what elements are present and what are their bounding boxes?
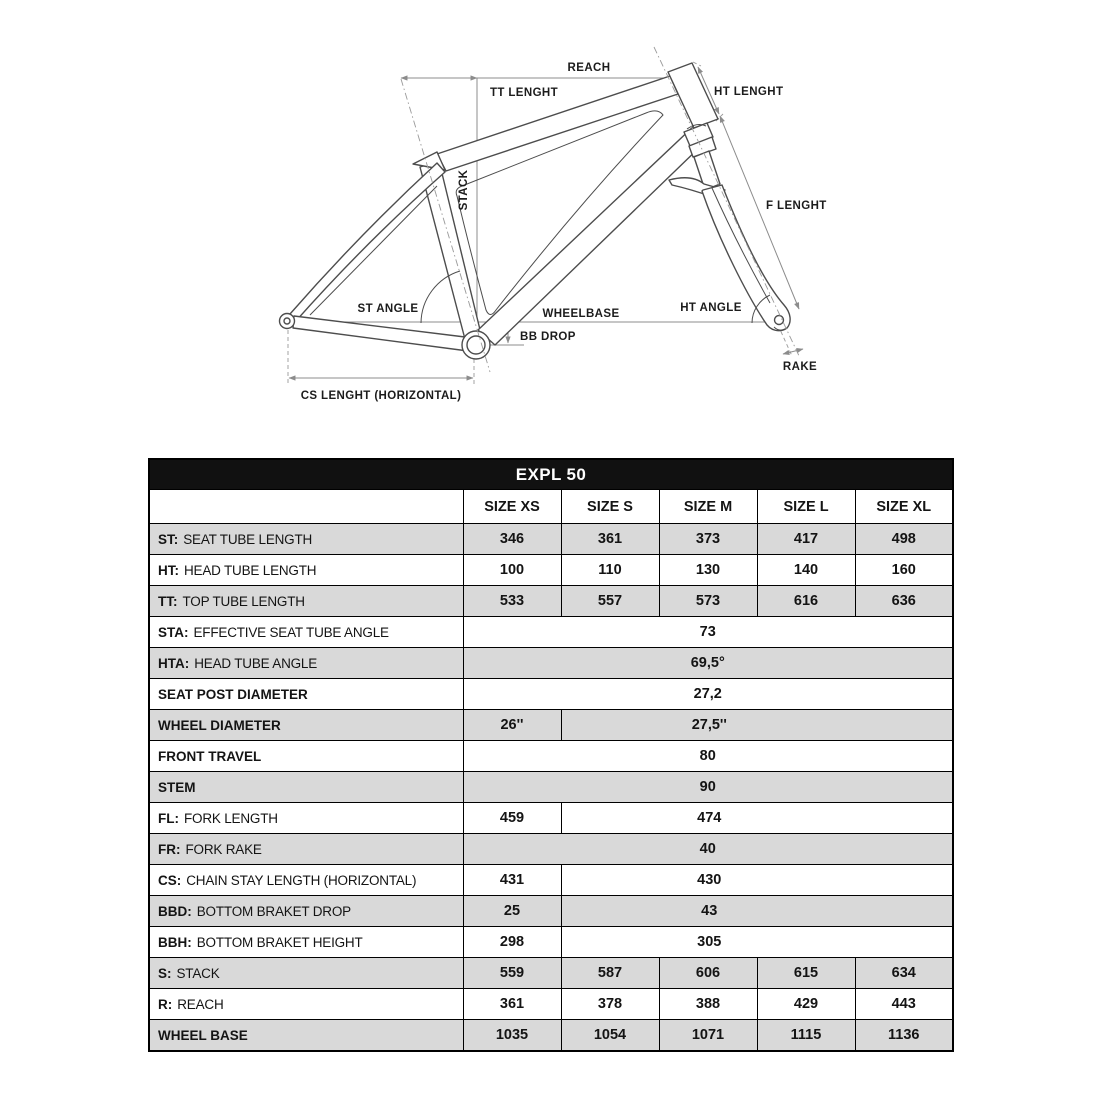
seat-stays	[290, 163, 445, 322]
row-label-name: REACH	[177, 996, 224, 1012]
value-cell: 573	[659, 586, 757, 617]
table-row	[149, 741, 953, 772]
bike-geometry-diagram	[0, 0, 1100, 452]
value-cell: 130	[659, 555, 757, 586]
geometry-table-wrap	[148, 458, 952, 1052]
rear-triangle-inner-contour	[310, 186, 437, 315]
value-cell: 498	[855, 524, 953, 555]
value-cell: 100	[463, 555, 561, 586]
reach-label: REACH	[567, 62, 611, 74]
row-label	[149, 617, 463, 648]
value-cell-xs: 459	[463, 803, 561, 834]
value-cell-merged: 27,2	[463, 679, 953, 710]
row-label-prefix: BBH:	[158, 934, 192, 950]
value-cell: 378	[561, 989, 659, 1020]
corner-cell	[149, 490, 463, 524]
value-cell: 606	[659, 958, 757, 989]
table-row	[149, 896, 953, 927]
chain-stays	[293, 316, 468, 351]
table-row	[149, 710, 953, 741]
f-length-label: F LENGHT	[766, 200, 827, 212]
table-row	[149, 803, 953, 834]
bb-drop-label: BB DROP	[520, 331, 576, 343]
table-row	[149, 989, 953, 1020]
value-cell-merged: 69,5°	[463, 648, 953, 679]
value-cell: 1115	[757, 1020, 855, 1052]
tt-length-label: TT LENGHT	[489, 87, 559, 99]
geometry-table	[148, 458, 954, 1052]
row-label-prefix: STA:	[158, 624, 189, 640]
value-cell-xs: 298	[463, 927, 561, 958]
table-row	[149, 772, 953, 803]
row-label-name: STACK	[176, 965, 220, 981]
value-cell-merged: 40	[463, 834, 953, 865]
size-header: SIZE XL	[855, 490, 953, 524]
size-header: SIZE S	[561, 490, 659, 524]
table-row	[149, 865, 953, 896]
row-label-prefix: S:	[158, 965, 172, 981]
table-title: EXPL 50	[149, 459, 953, 490]
value-cell: 533	[463, 586, 561, 617]
row-label-name: BOTTOM BRAKET HEIGHT	[196, 934, 363, 950]
row-label-name: EFFECTIVE SEAT TUBE ANGLE	[193, 624, 389, 640]
rake-label: RAKE	[782, 361, 818, 373]
row-label-prefix: FL:	[158, 810, 179, 826]
row-label	[149, 648, 463, 679]
value-cell: 1035	[463, 1020, 561, 1052]
row-label	[149, 1020, 463, 1052]
table-row	[149, 648, 953, 679]
row-label-name: TOP TUBE LENGTH	[182, 593, 305, 609]
row-label-name: SEAT TUBE LENGTH	[183, 531, 313, 547]
rake-dim-line	[783, 349, 803, 354]
row-label-name: SEAT POST DIAMETER	[158, 686, 308, 702]
row-label	[149, 772, 463, 803]
row-label-name: STEM	[158, 779, 196, 795]
table-row	[149, 524, 953, 555]
value-cell-xs: 25	[463, 896, 561, 927]
value-cell: 636	[855, 586, 953, 617]
row-label-name: BOTTOM BRAKET DROP	[196, 903, 351, 919]
row-label-name: FORK RAKE	[185, 841, 262, 857]
value-cell: 388	[659, 989, 757, 1020]
row-label	[149, 958, 463, 989]
row-label-prefix: TT:	[158, 593, 178, 609]
value-cell: 373	[659, 524, 757, 555]
table-header-row	[149, 490, 953, 524]
row-label-name: WHEEL BASE	[158, 1027, 248, 1043]
table-title-row	[149, 459, 953, 490]
value-cell: 1136	[855, 1020, 953, 1052]
table-row	[149, 958, 953, 989]
row-label	[149, 834, 463, 865]
row-label-name: FRONT TRAVEL	[158, 748, 262, 764]
row-label-prefix: BBD:	[158, 903, 192, 919]
rear-axle-hole	[284, 318, 290, 324]
row-label	[149, 989, 463, 1020]
value-cell: 615	[757, 958, 855, 989]
frame	[280, 63, 719, 359]
stack-label: STACK	[458, 169, 470, 211]
row-label	[149, 803, 463, 834]
row-label-prefix: CS:	[158, 872, 182, 888]
row-label-prefix: HTA:	[158, 655, 190, 671]
value-cell: 361	[561, 524, 659, 555]
size-header: SIZE M	[659, 490, 757, 524]
row-label	[149, 586, 463, 617]
row-label-prefix: HT:	[158, 562, 179, 578]
value-cell-merged: 474	[561, 803, 953, 834]
value-cell: 1054	[561, 1020, 659, 1052]
row-label	[149, 524, 463, 555]
cs-length-label: CS LENGHT (HORIZONTAL)	[300, 390, 462, 402]
ht-length-label: HT LENGHT	[714, 86, 784, 98]
row-label	[149, 555, 463, 586]
row-label-prefix: ST:	[158, 531, 179, 547]
value-cell: 110	[561, 555, 659, 586]
ht-angle-label: HT ANGLE	[680, 302, 742, 314]
value-cell: 160	[855, 555, 953, 586]
row-label-name: WHEEL DIAMETER	[158, 717, 281, 733]
value-cell-merged: 90	[463, 772, 953, 803]
ht-witness-top	[693, 62, 701, 66]
value-cell: 557	[561, 586, 659, 617]
row-label	[149, 896, 463, 927]
value-cell: 587	[561, 958, 659, 989]
size-header: SIZE XS	[463, 490, 561, 524]
row-label-name: FORK LENGTH	[184, 810, 278, 826]
row-label-name: CHAIN STAY LENGTH (HORIZONTAL)	[186, 872, 417, 888]
geometry-table-body	[149, 459, 953, 1051]
row-label-name: HEAD TUBE ANGLE	[194, 655, 318, 671]
st-angle-label: ST ANGLE	[357, 303, 419, 315]
row-label	[149, 927, 463, 958]
front-axle-hole	[775, 316, 784, 325]
row-label-name: HEAD TUBE LENGTH	[184, 562, 317, 578]
value-cell-xs: 26''	[463, 710, 561, 741]
value-cell-merged: 305	[561, 927, 953, 958]
value-cell-merged: 43	[561, 896, 953, 927]
value-cell: 429	[757, 989, 855, 1020]
value-cell: 140	[757, 555, 855, 586]
row-label-prefix: R:	[158, 996, 173, 1012]
row-label-prefix: FR:	[158, 841, 181, 857]
value-cell: 417	[757, 524, 855, 555]
table-row	[149, 679, 953, 710]
table-row	[149, 834, 953, 865]
value-cell: 346	[463, 524, 561, 555]
value-cell: 1071	[659, 1020, 757, 1052]
bottom-bracket-bore	[467, 336, 485, 354]
value-cell-merged: 430	[561, 865, 953, 896]
row-label	[149, 741, 463, 772]
row-label	[149, 679, 463, 710]
value-cell: 443	[855, 989, 953, 1020]
wheelbase-label: WHEELBASE	[542, 308, 620, 320]
value-cell-merged: 80	[463, 741, 953, 772]
size-header: SIZE L	[757, 490, 855, 524]
value-cell-merged: 27,5''	[561, 710, 953, 741]
value-cell: 361	[463, 989, 561, 1020]
value-cell: 634	[855, 958, 953, 989]
table-row	[149, 617, 953, 648]
row-label	[149, 710, 463, 741]
value-cell-merged: 73	[463, 617, 953, 648]
value-cell-xs: 431	[463, 865, 561, 896]
value-cell: 559	[463, 958, 561, 989]
table-row	[149, 586, 953, 617]
value-cell: 616	[757, 586, 855, 617]
table-row	[149, 927, 953, 958]
table-row	[149, 1020, 953, 1052]
row-label	[149, 865, 463, 896]
table-row	[149, 555, 953, 586]
